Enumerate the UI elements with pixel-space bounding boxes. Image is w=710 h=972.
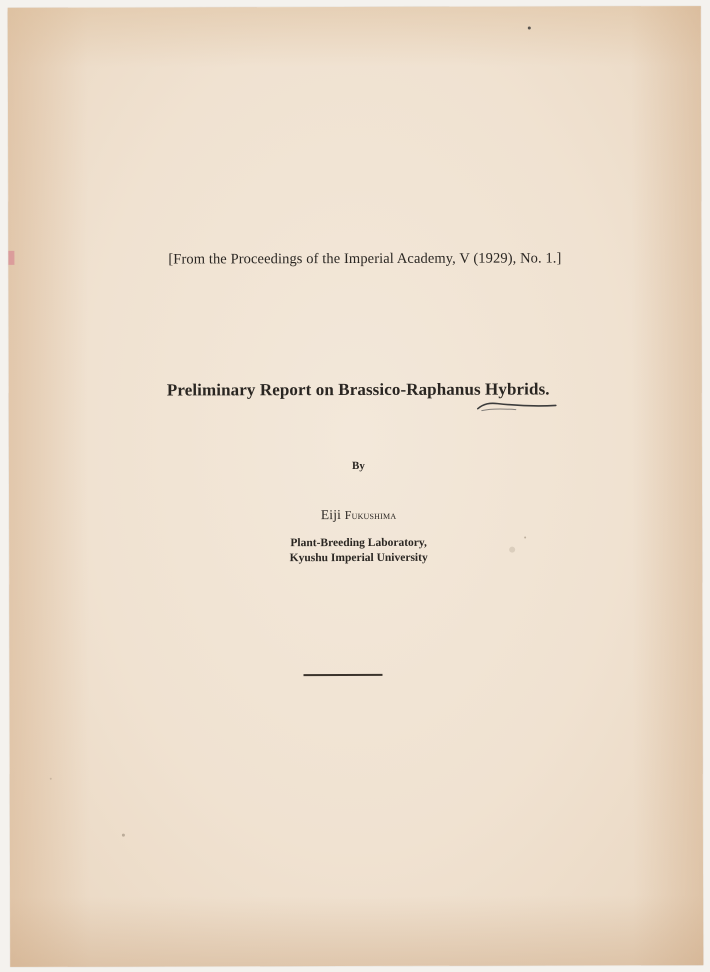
- paper-speck: [509, 547, 515, 553]
- paper-sheet: [8, 6, 704, 967]
- author-given-name: Eiji: [320, 507, 342, 523]
- paper-title: Preliminary Report on Brassico-Raphanus Hybrids.: [166, 379, 550, 400]
- sheet-right-discoloration: [631, 6, 704, 965]
- affiliation-line-2: Kyushu Imperial University: [289, 551, 428, 565]
- paper-speck: [524, 537, 526, 539]
- paper-speck: [528, 27, 531, 30]
- affiliation-line-1: Plant-Breeding Laboratory,: [290, 536, 427, 550]
- paper-speck: [50, 778, 52, 780]
- section-divider-rule: [303, 674, 382, 676]
- pencil-underline: [476, 399, 560, 413]
- author-name: [12, 506, 705, 524]
- sheet-bottom-discoloration: [10, 895, 703, 967]
- paper-speck: [122, 834, 125, 837]
- sheet-left-discoloration: [8, 8, 91, 967]
- pink-edge-mark: [8, 251, 14, 265]
- citation-line: [From the Proceedings of the Imperial Academy, V (1929), No. 1.]: [168, 250, 562, 268]
- author-surname: Fukushima: [344, 507, 397, 523]
- sheet-top-discoloration: [8, 6, 701, 68]
- by-label: By: [352, 459, 365, 473]
